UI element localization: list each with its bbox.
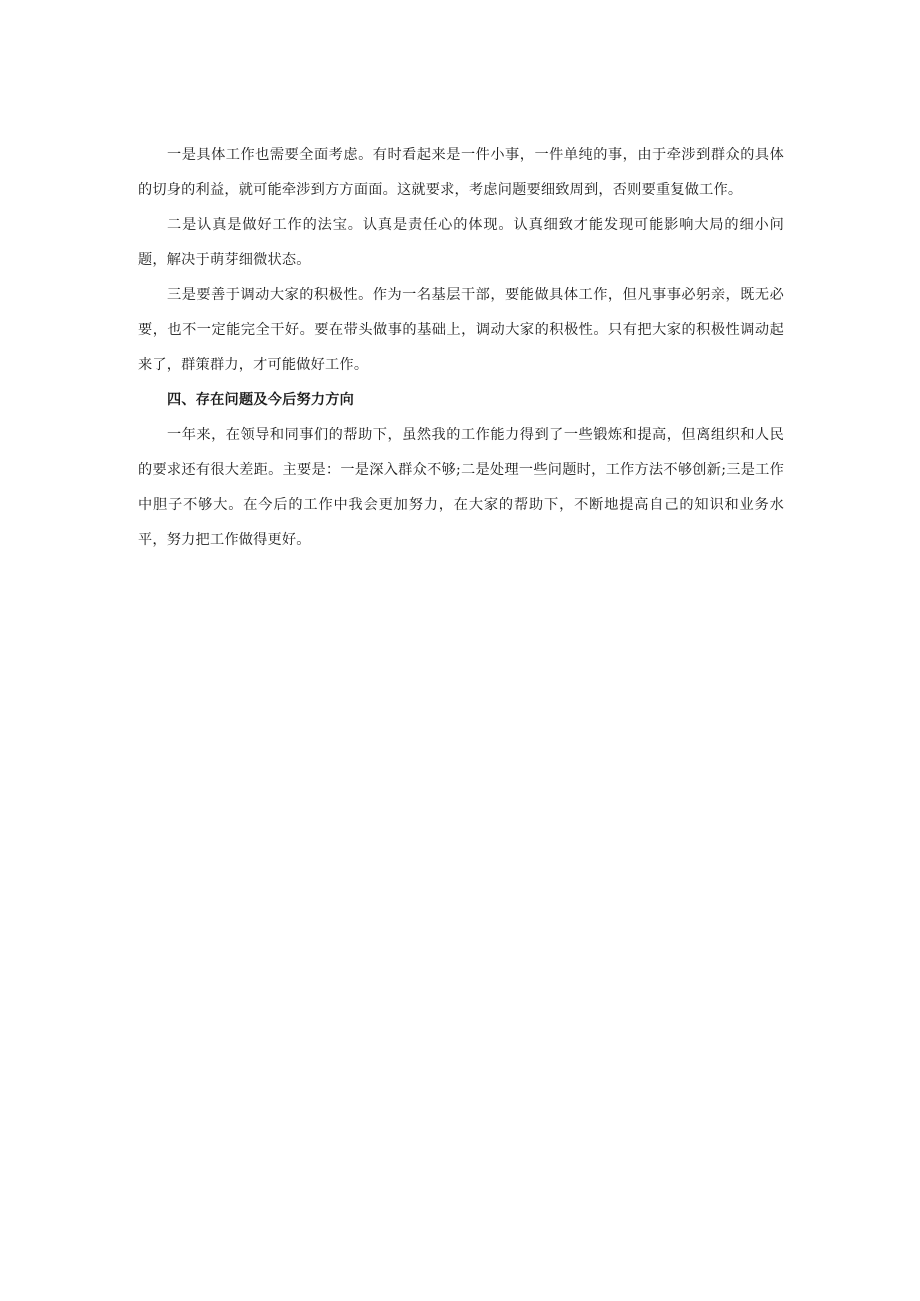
- paragraph-point-three: 三是要善于调动大家的积极性。作为一名基层干部，要能做具体工作，但凡事事必躬亲，既无必要，也不一定能完全干好。要在带头做事的基础上，调动大家的积极性。只有把大家的积极性调动起来了，群策群力，才可能做好工作。: [138, 287, 784, 373]
- paragraph-point-two: 二是认真是做好工作的法宝。认真是责任心的体现。认真细致才能发现可能影响大局的细小问题，解决于萌芽细微状态。: [138, 217, 784, 268]
- paragraph-closing: 一年来，在领导和同事们的帮助下，虽然我的工作能力得到了一些锻炼和提高，但离组织和人民的要求还有很大差距。主要是：一是深入群众不够;二是处理一些问题时，工作方法不够创新;三是工作中胆子不够大。在今后的工作中我会更加努力，在大家的帮助下，不断地提高自己的知识和业务水平，努力把工作做得更好。: [138, 427, 784, 548]
- section-heading: 四、存在问题及今后努力方向: [167, 392, 355, 408]
- paragraph-point-one: 一是具体工作也需要全面考虑。有时看起来是一件小事，一件单纯的事，由于牵涉到群众的具体的切身的利益，就可能牵涉到方方面面。这就要求，考虑问题要细致周到，否则要重复做工作。: [138, 147, 784, 198]
- document-page: [138, 138, 784, 558]
